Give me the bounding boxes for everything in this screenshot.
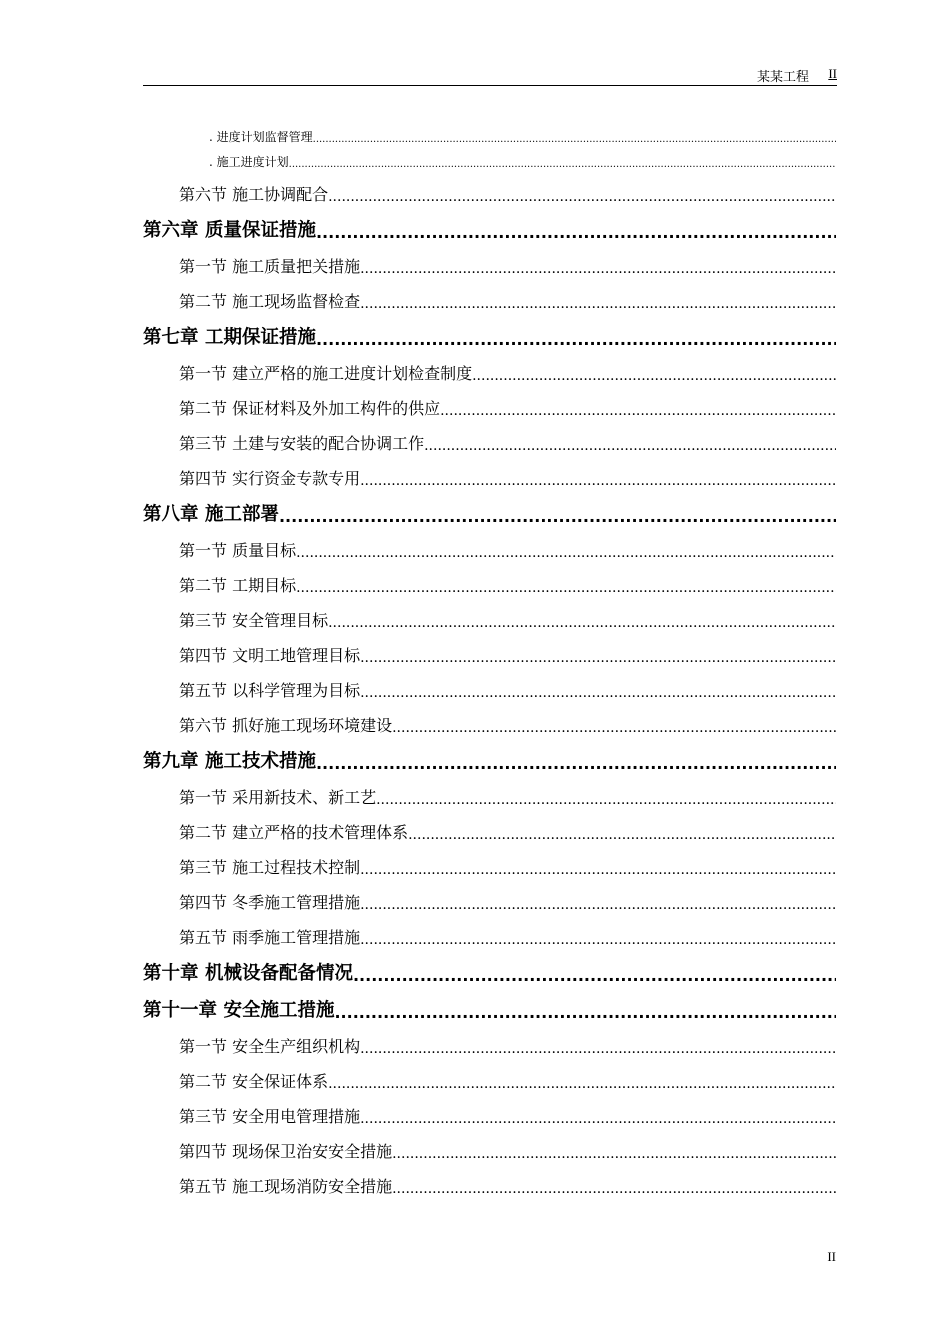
dot-leader [440, 403, 836, 419]
dot-leader [353, 966, 836, 985]
toc-entry-label: 第一节 施工质量把关措施 [179, 257, 361, 276]
toc-entry-label: 第六章 质量保证措施 [143, 220, 316, 241]
toc-section-entry[interactable] [143, 666, 836, 701]
dot-leader [316, 330, 836, 349]
dot-leader [360, 1041, 836, 1057]
dot-leader [360, 685, 836, 701]
header-title: 某某工程 [756, 70, 809, 85]
toc-entry-label: . 进度计划监督管理 [209, 130, 313, 144]
header-page-label: II [828, 66, 837, 81]
dot-leader [424, 438, 836, 454]
dot-leader [328, 1076, 836, 1092]
dot-leader [328, 189, 836, 205]
toc-section-entry[interactable] [143, 1092, 836, 1127]
toc-chapter-entry[interactable] [143, 948, 836, 985]
dot-leader [360, 650, 836, 666]
toc-entry-label: 第九章 施工技术措施 [143, 751, 316, 772]
toc-section-entry[interactable] [143, 454, 836, 489]
toc-section-entry[interactable] [143, 631, 836, 666]
toc-section-entry[interactable] [143, 701, 836, 736]
toc-entry-label: 第一节 质量目标 [179, 541, 297, 560]
dot-leader [313, 134, 836, 145]
dot-leader [279, 507, 836, 526]
toc-section-entry[interactable] [143, 843, 836, 878]
dot-leader [334, 1003, 836, 1022]
toc-entry-label: 第四节 文明工地管理目标 [179, 646, 361, 665]
toc-subsection-entry[interactable] [143, 145, 836, 170]
toc-entry-label: 第十一章 安全施工措施 [143, 1000, 335, 1021]
toc-entry-label: 第八章 施工部署 [143, 504, 279, 525]
toc-entry-label: 第五节 雨季施工管理措施 [179, 928, 361, 947]
toc-section-entry[interactable] [143, 561, 836, 596]
toc-entry-label: 第六节 抓好施工现场环境建设 [179, 716, 393, 735]
toc-section-entry[interactable] [143, 1127, 836, 1162]
toc-section-entry[interactable] [143, 349, 836, 384]
toc-entry-label: 第一节 采用新技术、新工艺 [179, 788, 377, 807]
toc-entry-label: 第一节 安全生产组织机构 [179, 1037, 361, 1056]
toc-entry-label: 第四节 现场保卫治安安全措施 [179, 1142, 393, 1161]
toc-entry-label: 第三节 安全用电管理措施 [179, 1107, 361, 1126]
toc-entry-label: 第三节 土建与安装的配合协调工作 [179, 434, 425, 453]
toc-section-entry[interactable] [143, 878, 836, 913]
toc-entry-label: 第一节 建立严格的施工进度计划检查制度 [179, 364, 473, 383]
toc-entry-label: 第六节 施工协调配合 [179, 185, 329, 204]
dot-leader [392, 1146, 836, 1162]
toc-entry-label: 第十章 机械设备配备情况 [143, 963, 353, 984]
toc-subsection-entry[interactable] [143, 120, 836, 145]
toc-entry-label: 第七章 工期保证措施 [143, 327, 316, 348]
dot-leader [472, 368, 836, 384]
dot-leader [360, 261, 836, 277]
toc-chapter-entry[interactable] [143, 312, 836, 349]
dot-leader [408, 827, 836, 843]
dot-leader [376, 792, 836, 808]
toc-section-entry[interactable] [143, 773, 836, 808]
toc-section-entry[interactable] [143, 242, 836, 277]
toc-entry-label: 第四节 冬季施工管理措施 [179, 893, 361, 912]
dot-leader [328, 615, 836, 631]
toc-entry-label: 第二节 保证材料及外加工构件的供应 [179, 399, 441, 418]
toc-section-entry[interactable] [143, 384, 836, 419]
toc-chapter-entry[interactable] [143, 736, 836, 773]
dot-leader [392, 1181, 836, 1197]
dot-leader [296, 580, 836, 596]
dot-leader [360, 897, 836, 913]
dot-leader [316, 223, 836, 242]
toc-section-entry[interactable] [143, 1162, 836, 1197]
toc-section-entry[interactable] [143, 596, 836, 631]
dot-leader [316, 754, 836, 773]
toc-entry-label: 第二节 工期目标 [179, 576, 297, 595]
toc-section-entry[interactable] [143, 526, 836, 561]
dot-leader [360, 473, 836, 489]
toc-chapter-entry[interactable] [143, 985, 836, 1022]
toc-section-entry[interactable] [143, 170, 836, 205]
toc-section-entry[interactable] [143, 277, 836, 312]
table-of-contents [143, 120, 836, 1197]
toc-entry-label: 第五节 以科学管理为目标 [179, 681, 361, 700]
toc-chapter-entry[interactable] [143, 205, 836, 242]
dot-leader [360, 296, 836, 312]
toc-section-entry[interactable] [143, 913, 836, 948]
toc-entry-label: 第四节 实行资金专款专用 [179, 469, 361, 488]
toc-entry-label: 第二节 建立严格的技术管理体系 [179, 823, 409, 842]
footer-page-number: II [827, 1249, 836, 1264]
toc-entry-label: 第三节 安全管理目标 [179, 611, 329, 630]
toc-section-entry[interactable] [143, 1022, 836, 1057]
toc-entry-label: . 施工进度计划 [209, 155, 289, 169]
toc-section-entry[interactable] [143, 1057, 836, 1092]
dot-leader [289, 159, 836, 170]
dot-leader [360, 862, 836, 878]
toc-entry-label: 第二节 安全保证体系 [179, 1072, 329, 1091]
toc-section-entry[interactable] [143, 419, 836, 454]
dot-leader [296, 545, 836, 561]
dot-leader [360, 1111, 836, 1127]
toc-entry-label: 第三节 施工过程技术控制 [179, 858, 361, 877]
dot-leader [360, 932, 836, 948]
page-header [143, 64, 837, 86]
toc-section-entry[interactable] [143, 808, 836, 843]
toc-entry-label: 第二节 施工现场监督检查 [179, 292, 361, 311]
toc-entry-label: 第五节 施工现场消防安全措施 [179, 1177, 393, 1196]
toc-chapter-entry[interactable] [143, 489, 836, 526]
dot-leader [392, 720, 836, 736]
